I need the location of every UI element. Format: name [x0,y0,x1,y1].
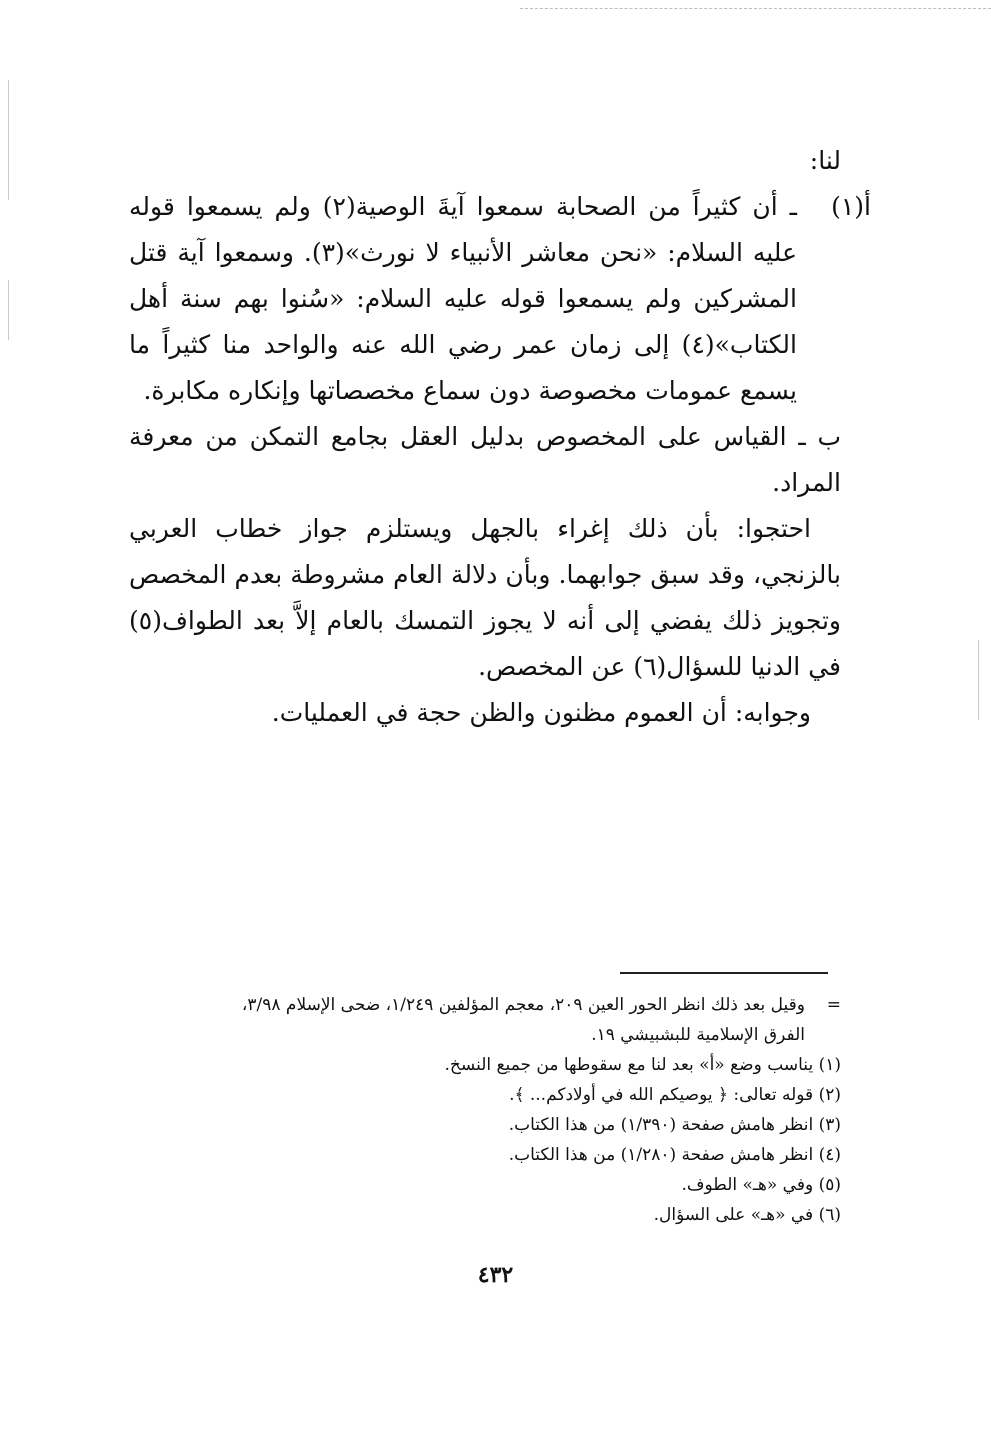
paragraph-a-text: ـ أن كثيراً من الصحابة سمعوا آيةَ الوصية(٢) ولم يسمعوا قوله عليه السلام: «نحن معاشر الأنبياء لا نورث»(٣). وسمعوا آية قتل المشركين ولم يسمعوا قوله عليه السلام: «سُنوا بهم سنة أهل الكتاب»(٤) إلى زمان عمر رضي الله عنه والواحد منا كثيراً ما يسمع عمومات مخصوصة دون سماع مخصصاتها وإنكاره مكابرة. [129,192,798,405]
paragraph-b: ب ـ القياس على المخصوص بدليل العقل بجامع التمكن من معرفة المراد. [129,422,841,497]
main-text [129,138,871,736]
argument-paragraph: احتجوا: بأن ذلك إغراء بالجهل ويستلزم جواز خطاب العربي بالزنجي، وقد سبق جوابهما. وبأن دلالة العام مشروطة بعدم المخصص وتجويز ذلك يفضي إلى أنه لا يجوز التمسك بالعام إلاَّ بعد الطواف(٥) في الدنيا للسؤال(٦) عن المخصص. [129,514,841,681]
footnote-2: (٢) قوله تعالى: ﴿ يوصيكم الله في أولادكم... ﴾. [509,1085,841,1105]
footnote-5: (٥) وفي «هـ» الطوف. [681,1175,841,1195]
page-number: ٤٣٢ [477,1262,514,1288]
footnote-separator [620,972,828,974]
continuation-mark: = [826,995,841,1015]
scan-mark [8,80,9,200]
footnote-continuation [131,990,841,1020]
footnote-6: (٦) في «هـ» على السؤال. [653,1205,841,1225]
footnote-1: (١) يناسب وضع «أ» بعد لنا مع سقوطها من جميع النسخ. [444,1055,841,1075]
footnotes [131,990,841,1230]
paragraph-a [129,184,871,414]
scan-mark [978,640,979,720]
footnote-4: (٤) انظر هامش صفحة (١/٢٨٠) من هذا الكتاب. [508,1145,841,1165]
continuation-line-2: الفرق الإسلامية للبشبيشي ١٩. [591,1025,805,1045]
answer-paragraph: وجوابه: أن العموم مظنون والظن حجة في العمليات. [271,698,811,727]
intro-line: لنا: [809,146,841,175]
footnote-3: (٣) انظر هامش صفحة (١/٣٩٠) من هذا الكتاب. [508,1115,841,1135]
continuation-line-1: وقيل بعد ذلك انظر الحور العين ٢٠٩، معجم المؤلفين ١/٢٤٩، ضحى الإسلام ٣/٩٨، [241,995,805,1015]
paragraph-a-marker: أ(١) [831,192,871,221]
scan-edge-line [520,8,991,9]
scan-mark [8,280,9,340]
